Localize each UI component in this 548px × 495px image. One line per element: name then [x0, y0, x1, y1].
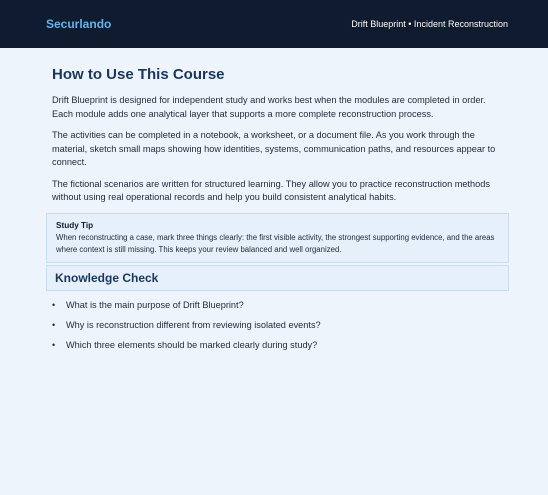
intro-paragraph-1: Drift Blueprint is designed for independent study and works best when the modules are completed in order. Each module adds one analytical layer that supports a more complete reconstruction process. [52, 95, 486, 119]
main-content [0, 48, 548, 351]
bullet-icon: • [52, 319, 56, 330]
knowledge-check-heading: Knowledge Check [46, 265, 509, 291]
knowledge-check-list [52, 299, 508, 351]
question-text: Why is reconstruction different from reviewing isolated events? [66, 319, 321, 330]
study-tip-callout [46, 213, 509, 263]
page-title: How to Use This Course [52, 66, 225, 83]
study-tip-text: When reconstructing a case, mark three things clearly: the first visible activity, the strongest supporting evidence, and the areas where context is still missing. This keeps your review balanced and well organized. [56, 232, 495, 254]
brand-logo[interactable]: Securlando [46, 17, 112, 31]
study-tip-title: Study Tip [56, 220, 94, 230]
question-text: What is the main purpose of Drift Blueprint? [66, 299, 244, 310]
bullet-icon: • [52, 299, 56, 310]
course-title: Drift Blueprint • Incident Reconstruction [351, 19, 508, 29]
list-item [52, 339, 508, 351]
top-bar [0, 0, 548, 48]
intro-paragraph-3: The fictional scenarios are written for structured learning. They allow you to practice reconstruction methods without using real operational records and help you build consistent analytical habits. [52, 178, 490, 202]
list-item [52, 299, 508, 311]
question-text: Which three elements should be marked clearly during study? [66, 339, 318, 350]
intro-paragraph-2: The activities can be completed in a notebook, a worksheet, or a document file. As you work through the material, sketch small maps showing how identities, systems, communication paths, and resources appear to connect. [52, 130, 496, 167]
list-item [52, 319, 508, 331]
bullet-icon: • [52, 339, 56, 350]
